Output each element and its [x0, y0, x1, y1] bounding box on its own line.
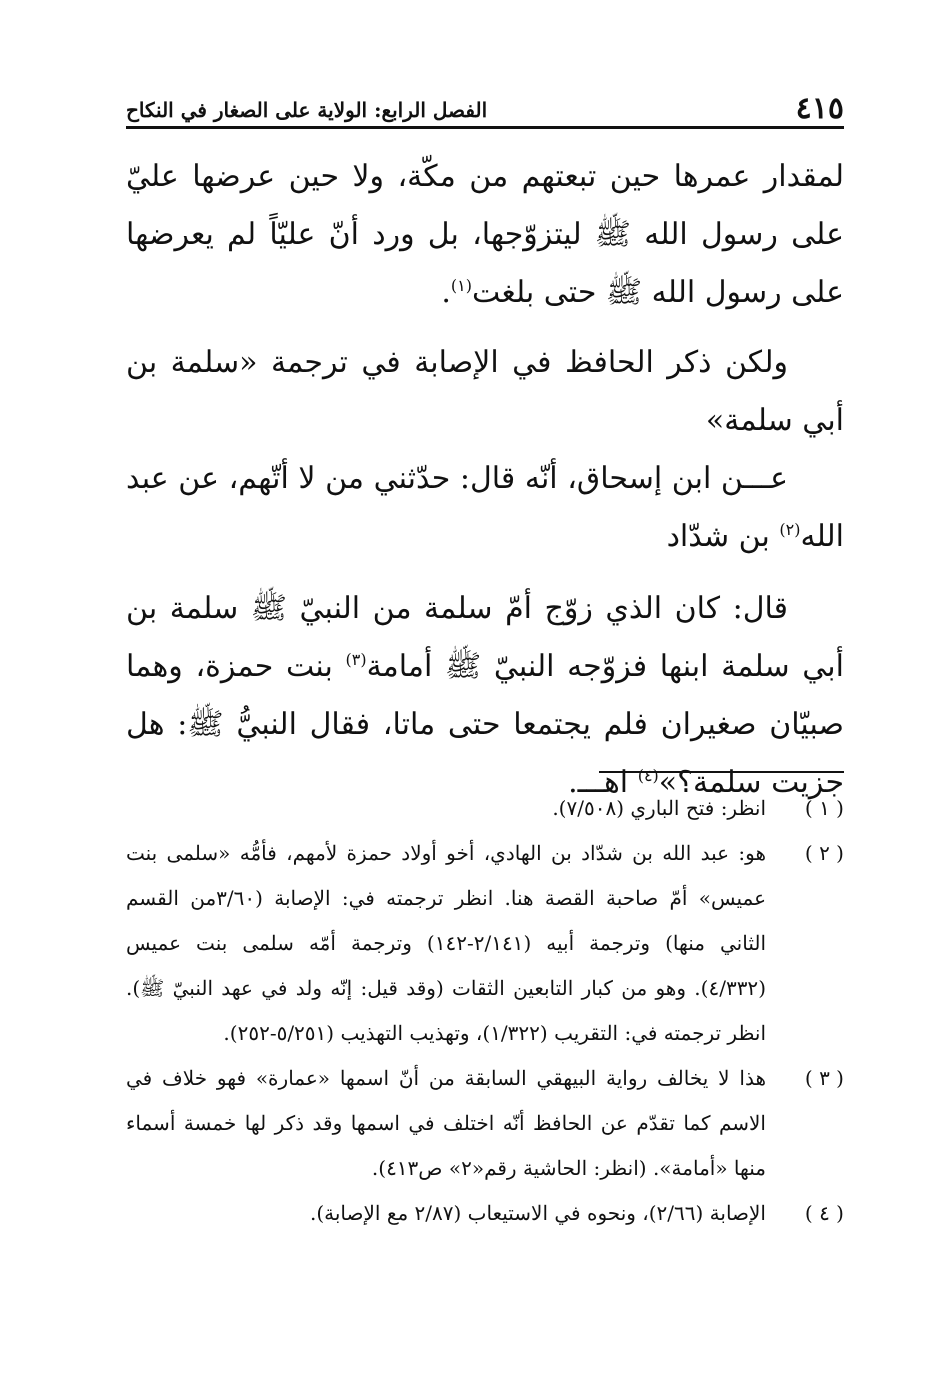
footnote-text-2: هو: عبد الله بن شدّاد بن الهادي، أخو أولاد حمزة لأمهم، فأمُّه «سلمى بنت عميس» أمّ صاحبة القصة هنا. انظر ترجمته في: الإصابة (٣/٦٠من القسم الثاني منها) وترجمة أبيه (٢/١٤١-١٤٢) وترجمة أمّه سلمى بنت عميس (٤/٣٣٢). وهو من كبار التابعين الثقات (وقد قيل: إنّه ولد في عهد النبيّ ﷺ). انظر ترجمته في: التقريب (١/٣٢٢)، وتهذيب التهذيب (٥/٢٥١-٢٥٢). [126, 841, 767, 1045]
footnotes [126, 786, 844, 1236]
paragraph-2-text: ولكن ذكر الحافظ في الإصابة في ترجمة «سلمة بن أبي سلمة» [126, 345, 844, 438]
footnote-2 [126, 831, 844, 1056]
chapter-title: الفصل الرابع: الولاية على الصغار في النكاح [126, 98, 488, 122]
paragraph-3-text-b: بن شدّاد [666, 519, 780, 554]
footnote-number-4: ( ٤ ) [804, 1201, 844, 1225]
footnote-text-1: انظر: فتح الباري (٧/٥٠٨). [552, 796, 766, 820]
paragraph-1-text-b: . [441, 275, 451, 310]
footnote-number-1: ( ١ ) [804, 796, 844, 820]
paragraph-3 [126, 450, 844, 566]
footnote-ref-4: (٤) [637, 766, 659, 785]
main-text [126, 148, 844, 812]
paragraph-4-text-a: قال: كان الذي زوّج أمّ سلمة من النبيّ ﷺ سلمة بن أبي سلمة ابنها فزوّجه النبيّ ﷺ أمامة [126, 591, 844, 684]
paragraph-1 [126, 148, 844, 322]
footnote-text-3: هذا لا يخالف رواية البيهقي السابقة من أنّ اسمها «عمارة» فهو خلاف في الاسم كما تقدّم عن الحافظ أنّه اختلف في اسمها وقد ذكر لها خمسة أسماء منها «أمامة». (انظر: الحاشية رقم«٢» ص٤١٣). [126, 1066, 766, 1180]
paragraph-3-text-a: عـــن ابن إسحاق، أنّه قال: حدّثني من لا أتّهم، عن عبد الله [126, 461, 844, 554]
footnote-ref-1: (١) [450, 276, 473, 295]
paragraph-4-text-c: اهـــ. [568, 765, 638, 800]
footnote-ref-3: (٣) [345, 650, 367, 669]
paragraph-2 [126, 334, 844, 450]
footnote-4 [126, 1191, 844, 1236]
paragraph-4-text-b: بنت حمزة، وهما صبيّان صغيران فلم يجتمعا حتى ماتا، فقال النبيُّ ﷺ: هل جزيت سلمة؟» [126, 649, 844, 800]
paragraph-1-text-a: لمقدار عمرها حين تبعتهم من مكّة، ولا حين عرضها عليّ على رسول الله ﷺ ليتزوّجها، بل ورد أنّ عليّاً لم يعرضها على رسول الله ﷺ حتى بلغت [126, 159, 844, 310]
footnote-3 [126, 1056, 844, 1191]
footnote-1 [126, 786, 844, 831]
footnote-divider [599, 771, 844, 773]
page-header [126, 92, 844, 129]
footnote-text-4: الإصابة (٢/٦٦)، ونحوه في الاستيعاب (٢/٨٧ مع الإصابة). [309, 1201, 766, 1225]
footnote-ref-2: (٢) [779, 520, 801, 539]
paragraph-4 [126, 580, 844, 812]
page-number: ٤١٥ [795, 91, 844, 126]
footnote-number-2: ( ٢ ) [804, 841, 844, 865]
footnote-number-3: ( ٣ ) [804, 1066, 844, 1090]
